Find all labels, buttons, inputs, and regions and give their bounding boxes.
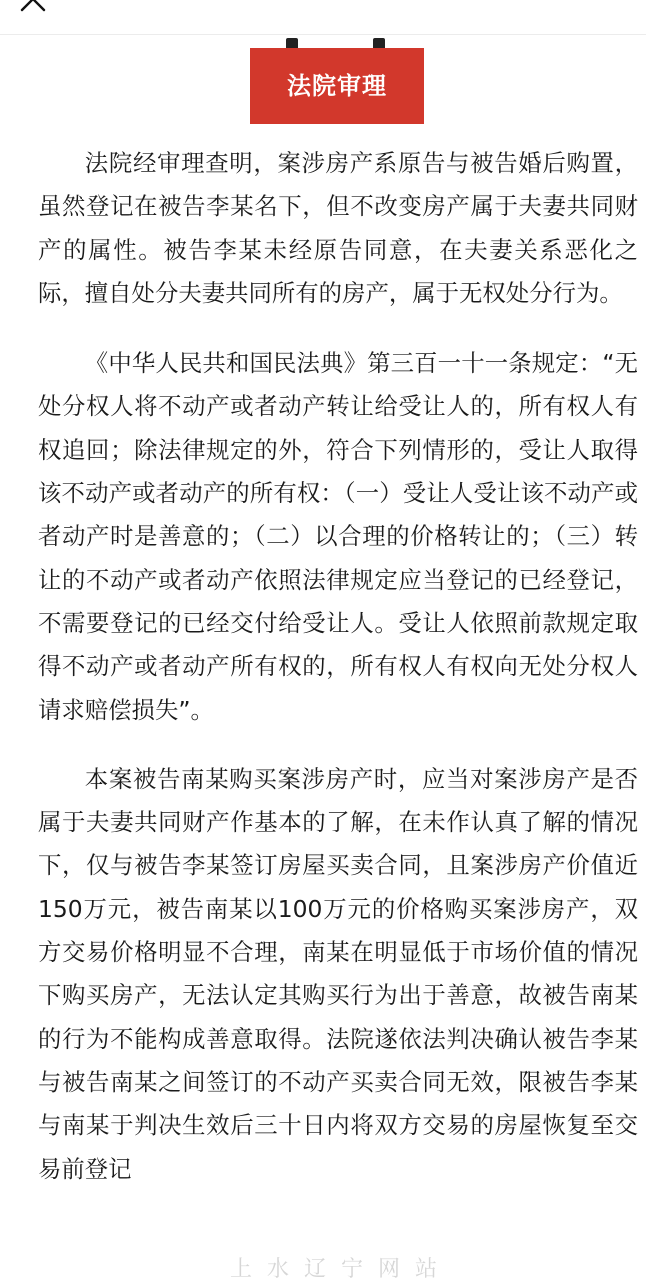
section-banner: [250, 36, 424, 126]
article-paragraph: 本案被告南某购买案涉房产时，应当对案涉房产是否属于夫妻共同财产作基本的了解，在未作认真了解的情况下，仅与被告李某签订房屋买卖合同，且案涉房产价值近150万元，被告南某以100万元的价格购买案涉房产，双方交易价格明显不合理，南某在明显低于市场价值的情况下购买房产，无法认定其购买行为出于善意，故被告南某的行为不能构成善意取得。法院遂依法判决确认被告李某与被告南某之间签订的不动产买卖合同无效，限被告李某与南某于判决生效后三十日内将双方交易的房屋恢复至交易前登记: [38, 764, 638, 1183]
close-icon[interactable]: [18, 0, 48, 14]
article-body: [38, 142, 638, 1191]
section-title: 法院审理: [250, 48, 424, 124]
watermark: 上 水 辽 宁 网 站: [230, 1257, 441, 1282]
top-bar: [0, 0, 646, 35]
article-paragraph: 《中华人民共和国民法典》第三百一十一条规定：“无处分权人将不动产或者动产转让给受让人的，所有权人有权追回；除法律规定的外，符合下列情形的，受让人取得该不动产或者动产的所有权：（一）受让人受让该不动产或者动产时是善意的；（二）以合理的价格转让的；（三）转让的不动产或者动产依照法律规定应当登记的已经登记，不需要登记的已经交付给受让人。受让人依照前款规定取得不动产或者动产所有权的，所有权人有权向无处分权人请求赔偿损失”。: [38, 349, 638, 724]
article-paragraph: 法院经审理查明，案涉房产系原告与被告婚后购置，虽然登记在被告李某名下，但不改变房产属于夫妻共同财产的属性。被告李某未经原告同意，在夫妻关系恶化之际，擅自处分夫妻共同所有的房产，属于无权处分行为。: [38, 149, 638, 307]
